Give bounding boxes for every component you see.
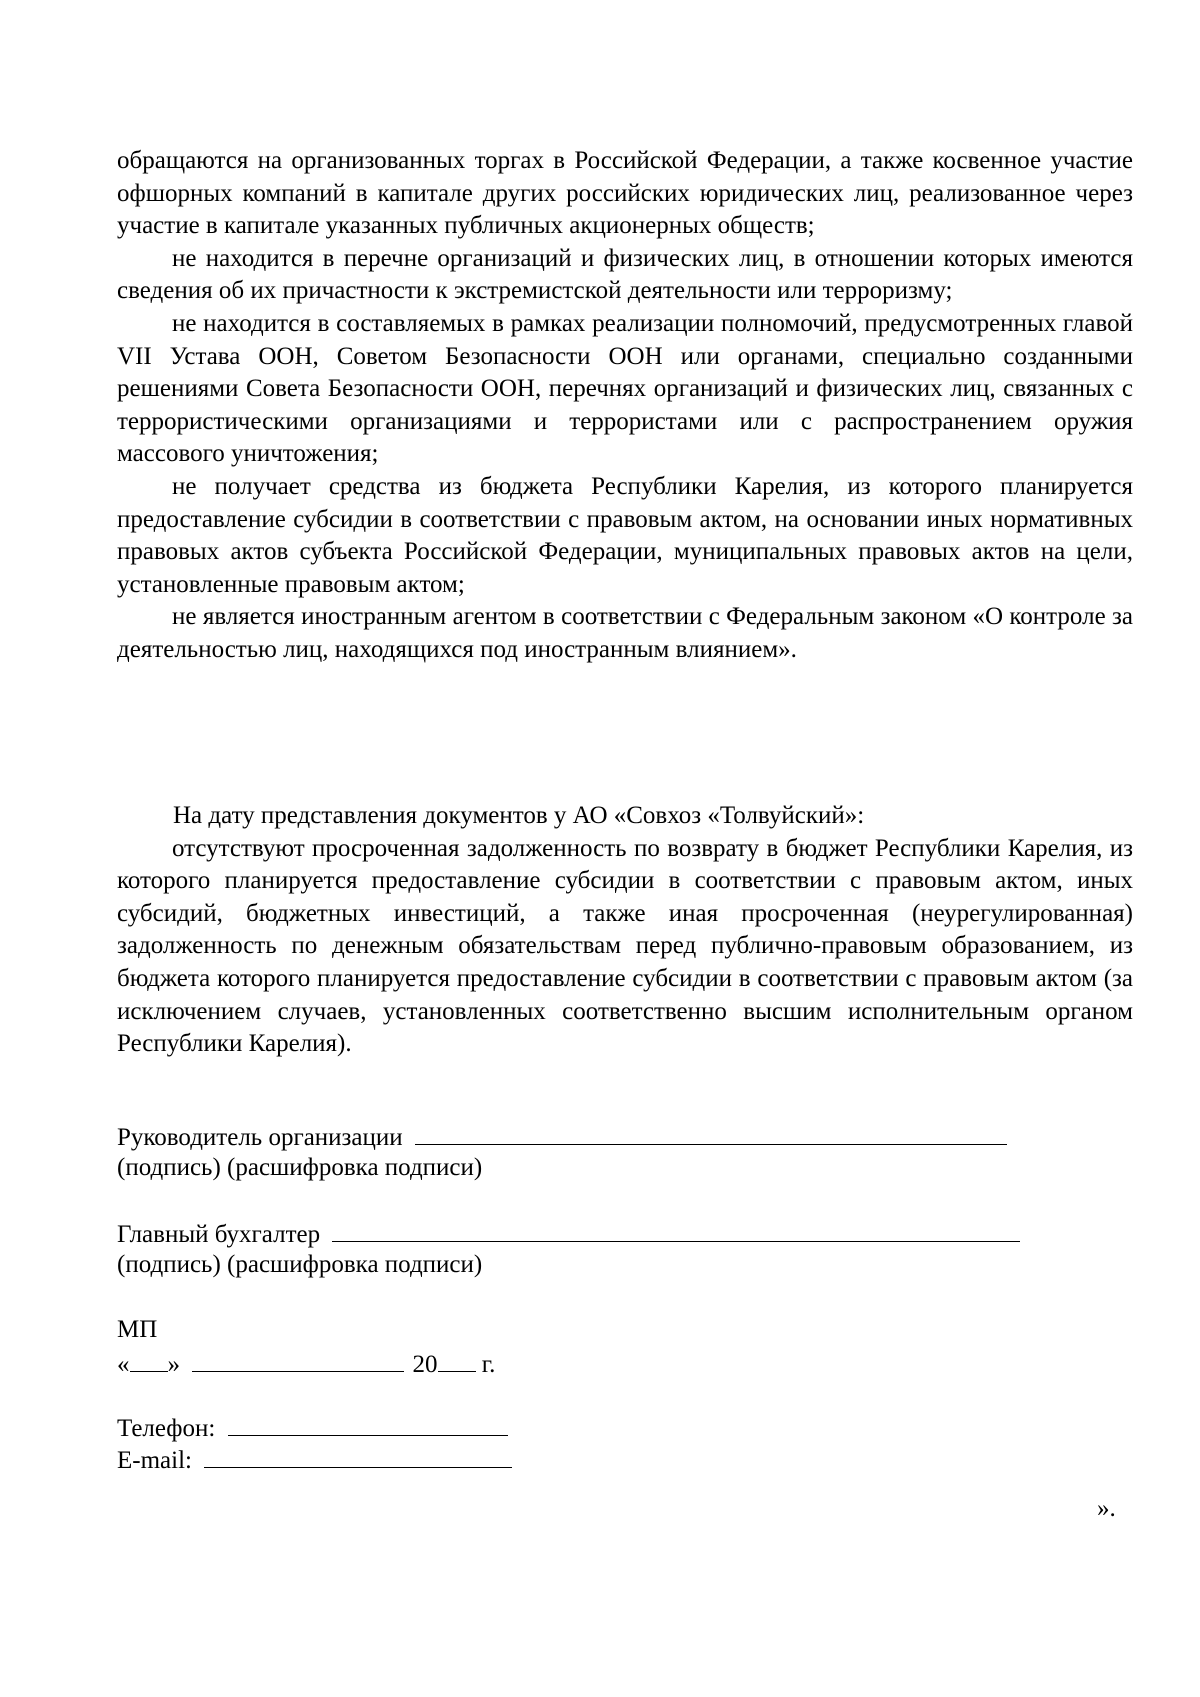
paragraph-budget-funds: не получает средства из бюджета Республики Карелия, из которого планируется предоставление субсидии в соответствии с правовым актом, на основании иных нормативных правовых актов субъекта Российской Федерации, муниципальных правовых актов на цели, установленные правовым актом; [117,472,1133,598]
paragraph-foreign-agent: не является иностранным агентом в соответствии с Федеральным законом «О контроле за деятельностью лиц, находящихся под иностранным влиянием». [117,603,1133,663]
date-day-field[interactable] [130,1347,168,1372]
head-signature-label: Руководитель организации [117,1124,403,1151]
accountant-signature-label: Главный бухгалтер [117,1221,321,1248]
paragraph-offshore-participation: обращаются на организованных торгах в Российской Федерации, а также косвенное участие офшорных компаний в капитале других российских юридических лиц, реализованное через участие в капитале указанных публичных акционерных обществ; [117,147,1133,240]
paragraph-submission-date-intro: На дату представления документов у АО «Совхоз «Толвуйский»: [173,802,865,829]
head-signature-caption: (подпись) (расшифровка подписи) [117,1154,483,1181]
paragraph-extremism-list: не находится в перечне организаций и физических лиц, в отношении которых имеются сведения об их причастности к экстремистской деятельности или терроризму; [117,244,1133,305]
date-month-field[interactable] [192,1347,404,1372]
debt-statement [117,800,1133,1061]
date-year-prefix: 20 [412,1351,438,1378]
paragraph-no-overdue-debt: отсутствуют просроченная задолженность по возврату в бюджет Республики Карелия, из которого планируется предоставление субсидии в соответствии с правовым актом, иных субсидий, бюджетных инвестиций, а также иная просроченная (неурегулированная) задолженность по денежным обязательствам перед публично-правовым образованием, из бюджета которого планируется предоставление субсидии в соответствии с правовым актом (за исключением случаев, установленных соответственно высшим исполнительным органом Республики Карелия). [117,834,1133,1058]
email-field[interactable] [204,1443,512,1468]
phone-label: Телефон: [117,1415,216,1442]
date-close-quote: » [167,1351,180,1378]
accountant-signature-field[interactable] [332,1217,1020,1242]
phone-line [117,1411,508,1445]
paragraph-un-sanctions-list: не находится в составляемых в рамках реализации полномочий, предусмотренных главой VII Устава ООН, Советом Безопасности ООН или органами, специально созданными решениями Совета Безопасности ООН, перечнях организаций и физических лиц, связанных с террористическими организациями и террористами или с распространением оружия массового уничтожения; [117,309,1133,468]
accountant-signature-line [117,1217,1020,1251]
conditions-list [117,145,1133,667]
phone-field[interactable] [228,1411,508,1436]
email-line [117,1443,512,1477]
date-year-suffix: г. [481,1351,496,1378]
head-signature-field[interactable] [415,1120,1007,1145]
date-year-field[interactable] [438,1347,476,1372]
seal-label: МП [117,1316,158,1343]
email-label: E-mail: [117,1447,192,1474]
date-line [117,1347,495,1381]
accountant-signature-caption: (подпись) (расшифровка подписи) [117,1251,483,1278]
date-open-quote: « [117,1351,130,1378]
closing-quote-mark: ». [1097,1495,1116,1522]
head-signature-line [117,1120,1007,1154]
